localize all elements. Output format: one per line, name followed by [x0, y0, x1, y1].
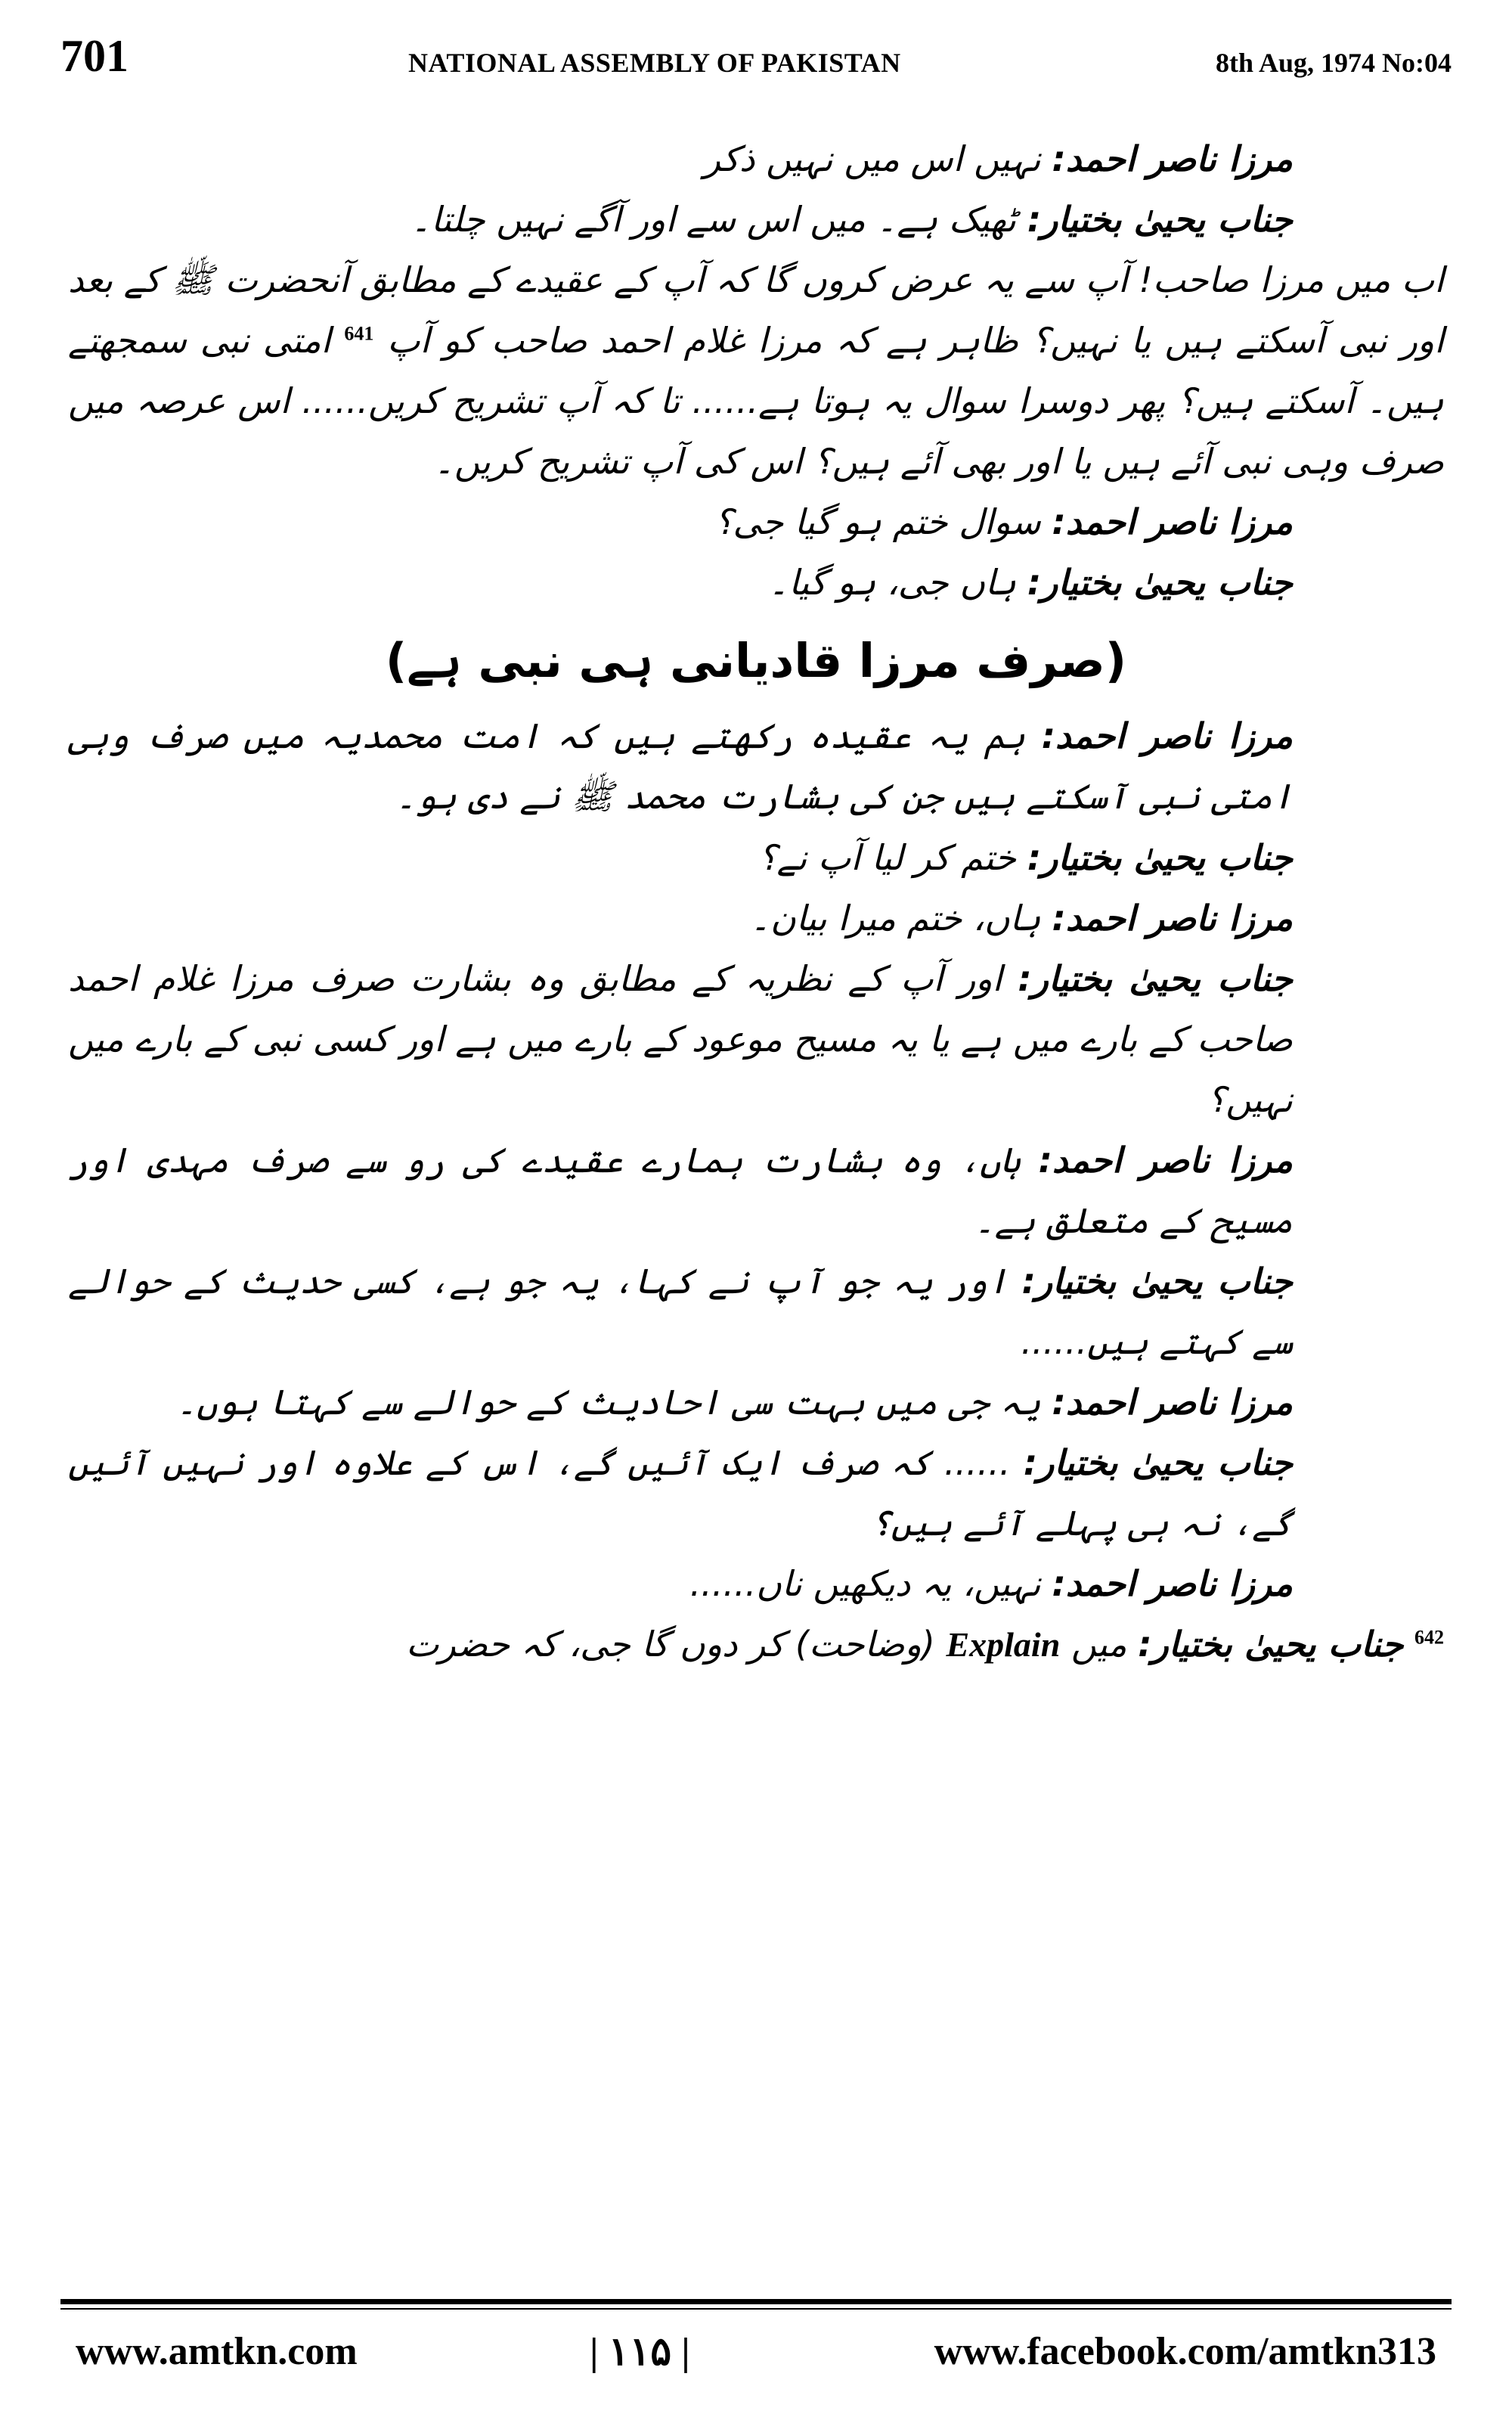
date-issue: 8th Aug, 1974 No:04 [1215, 48, 1452, 78]
transcript-line [68, 552, 1444, 613]
transcript-line [68, 1553, 1444, 1614]
speaker-name: جناب یحییٰ بختیار: [1018, 957, 1293, 999]
footer-divider [60, 2299, 1452, 2304]
footnote-marker: 642 [1414, 1626, 1444, 1649]
page-footer [60, 2329, 1452, 2382]
speaker-name: مرزا ناصر احمد: [1052, 1562, 1293, 1604]
statement-text: ہاں، وہ بشارت ہمارے عقیدے کی رو سے صرف مہدی اور مسیح کے متعلق ہے۔ [68, 1139, 1293, 1241]
transcript-line [68, 706, 1444, 827]
publication-title: NATIONAL ASSEMBLY OF PAKISTAN [408, 48, 901, 78]
page-header [60, 30, 1452, 91]
transcript-body [68, 129, 1444, 2231]
statement-text: اب میں مرزا صاحب! آپ سے یہ عرض کروں گا کہ آپ کے عقیدے کے مطابق آنحضرت ﷺ کے بعد اور نبی آسکتے ہیں یا نہیں؟ ظاہر ہے کہ مرزا غلام احمد صاحب کو آپ [68, 259, 1444, 361]
website-link[interactable]: www.amtkn.com [76, 2330, 358, 2373]
speaker-name: مرزا ناصر احمد: [1038, 1139, 1293, 1181]
speaker-name: جناب یحییٰ بختیار: [1021, 1260, 1293, 1302]
speaker-name: جناب یحییٰ بختیار: [1027, 836, 1293, 878]
statement-text: امتی نبی سمجھتے ہیں۔ آسکتے ہیں؟ پھر دوسرا سوال یہ ہوتا ہے...... تا کہ آپ تشریح کریں...... اس عرصہ میں صرف وہی نبی آئے ہیں یا اور بھی آئے ہیں؟ اس کی آپ تشریح کریں۔ [68, 320, 1444, 482]
speaker-name: مرزا ناصر احمد: [1052, 501, 1293, 543]
statement-text: (وضاحت) کر دوں گا جی، کہ حضرت [406, 1623, 935, 1665]
statement-text: ہاں جی، ہو گیا۔ [768, 562, 1017, 603]
transcript-line [68, 1372, 1444, 1432]
transcript-line [68, 1251, 1444, 1372]
transcript-line [68, 189, 1444, 250]
statement-text: سوال ختم ہو گیا جی؟ [714, 501, 1041, 543]
transcript-line [68, 948, 1444, 1130]
statement-text: ہم یہ عقیدہ رکھتے ہیں کہ امت محمدیہ میں صرف وہی امتی نبی آسکتے ہیں جن کی بشارت محمد ﷺ نے دی ہو۔ [68, 715, 1293, 818]
transcript-line [68, 1432, 1444, 1553]
transcript-line [68, 888, 1444, 948]
statement-text: نہیں، یہ دیکھیں ناں...... [689, 1562, 1041, 1604]
transcript-line [68, 129, 1444, 189]
transcript-line [68, 1614, 1444, 1675]
facebook-link[interactable]: www.facebook.com/amtkn313 [934, 2330, 1436, 2373]
transcript-line [68, 827, 1444, 888]
statement-text: نہیں اس میں نہیں ذکر [703, 138, 1041, 179]
page-number: 701 [60, 31, 129, 81]
statement-text: میں [1070, 1623, 1127, 1665]
speaker-name: مرزا ناصر احمد: [1041, 715, 1294, 757]
transcript-line [68, 492, 1444, 552]
speaker-name: مرزا ناصر احمد: [1052, 138, 1293, 179]
transcript-line [68, 250, 1444, 492]
statement-text: ٹھیک ہے۔ میں اس سے اور آگے نہیں چلتا۔ [411, 199, 1017, 240]
speaker-name: جناب یحییٰ بختیار: [1027, 199, 1293, 240]
transcript-line [68, 1130, 1444, 1251]
footer-divider-thin [60, 2308, 1452, 2310]
speaker-name: جناب یحییٰ بختیار: [1138, 1623, 1404, 1665]
speaker-name: مرزا ناصر احمد: [1052, 1381, 1293, 1423]
statement-text: ...... کہ صرف ایک آئیں گے، اس کے علاوہ اور نہیں آئیں گے، نہ ہی پہلے آئے ہیں؟ [68, 1441, 1293, 1544]
section-heading: (صرف مرزا قادیانی ہی نبی ہے) [385, 633, 1127, 689]
speaker-name: مرزا ناصر احمد: [1052, 897, 1293, 939]
statement-text: اور آپ کے نظریہ کے مطابق وہ بشارت صرف مرزا غلام احمد صاحب کے بارے میں ہے یا یہ مسیح موعود کے بارے میں ہے اور کسی نبی کے بارے میں نہیں؟ [68, 957, 1293, 1120]
speaker-name: جناب یحییٰ بختیار: [1023, 1441, 1293, 1483]
speaker-name: جناب یحییٰ بختیار: [1027, 562, 1293, 603]
footer-page-number: | ۱۱۵ | [590, 2331, 690, 2374]
latin-term: Explain [946, 1624, 1061, 1664]
statement-text: اور یہ جو آپ نے کہا، یہ جو ہے، کسی حدیث کے حوالے سے کہتے ہیں...... [68, 1260, 1293, 1362]
statement-text: ختم کر لیا آپ نے؟ [758, 836, 1017, 878]
footnote-marker: 641 [344, 322, 374, 345]
statement-text: یہ جی میں بہت سی احادیث کے حوالے سے کہتا ہوں۔ [176, 1381, 1041, 1423]
statement-text: ہاں، ختم میرا بیان۔ [750, 897, 1041, 939]
